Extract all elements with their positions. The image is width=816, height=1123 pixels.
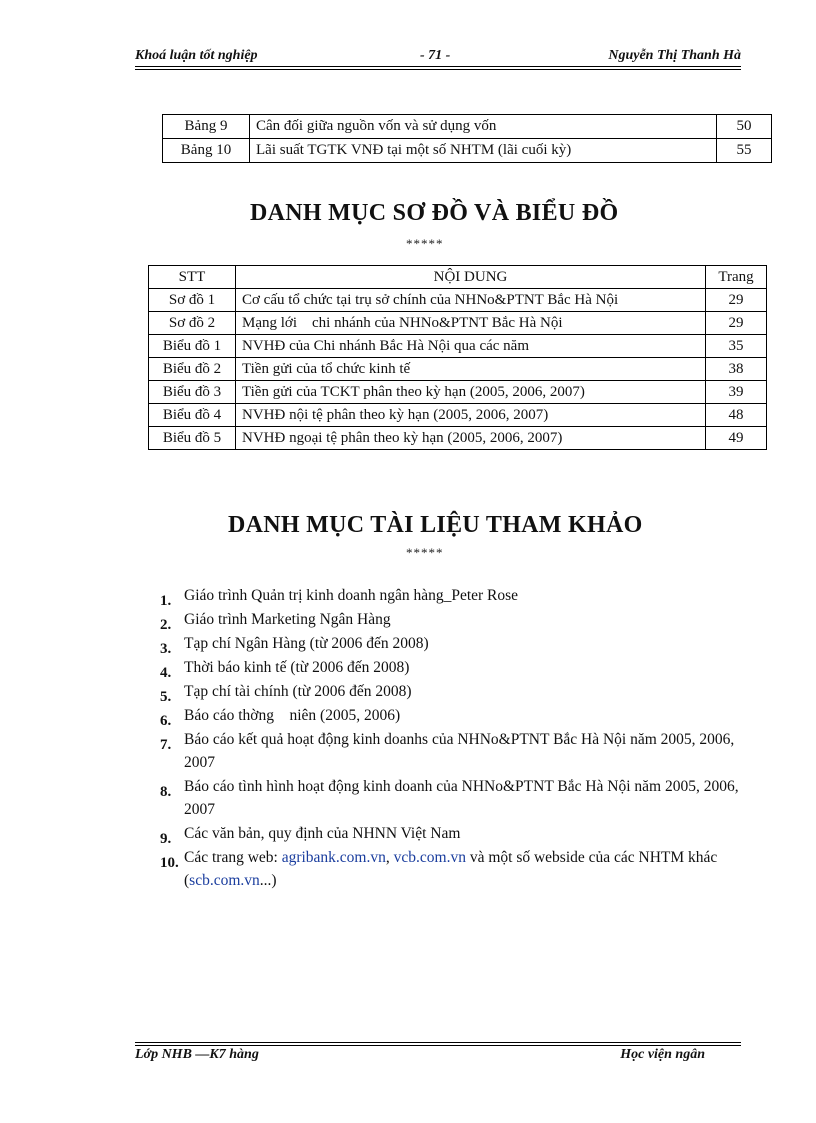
diagrams-header-row xyxy=(149,266,767,289)
row-page: 38 xyxy=(706,358,767,381)
row-content: Cơ cấu tổ chức tại trụ sở chính của NHNo&PTNT Bắc Hà Nội xyxy=(236,289,706,312)
header-page-number: - 71 - xyxy=(420,48,451,63)
ref-text: Giáo trình Marketing Ngân Hàng xyxy=(184,611,391,628)
ref-text: Báo cáo kết quả hoạt động kinh doanhs của NHNo&PTNT Bắc Hà Nội năm 2005, 2006, 2007 xyxy=(184,731,735,771)
page-header xyxy=(135,46,741,66)
ref-number: 1. xyxy=(160,593,172,609)
ref-text-post: ...) xyxy=(259,871,277,889)
ref-text: Thời báo kinh tế (từ 2006 đến 2008) xyxy=(184,659,410,676)
ref-number: 10. xyxy=(160,855,179,871)
row-content: Tiền gửi của tổ chức kinh tế xyxy=(236,358,706,381)
row-content: NVHĐ nội tệ phân theo kỳ hạn (2005, 2006, 2007) xyxy=(236,404,706,427)
col-header-content: NỘI DUNG xyxy=(236,266,706,289)
scb-link[interactable]: scb.com.vn xyxy=(189,871,260,889)
list-item xyxy=(160,657,760,680)
ref-number: 9. xyxy=(160,831,172,847)
row-stt: Biểu đồ 4 xyxy=(149,404,236,427)
list-item xyxy=(160,609,760,632)
references-section-title: DANH MỤC TÀI LIỆU THAM KHẢO xyxy=(228,512,643,538)
row-content: Tiền gửi của TCKT phân theo kỳ hạn (2005, 2006, 2007) xyxy=(236,381,706,404)
table-row xyxy=(149,335,767,358)
ref-text: Báo cáo thờng niên (2005, 2006) xyxy=(184,707,401,724)
table-row xyxy=(149,427,767,450)
row-page: 29 xyxy=(706,289,767,312)
header-rule xyxy=(135,66,741,67)
diagrams-section-stars: ***** xyxy=(406,236,444,251)
ref-text: Các văn bản, quy định của NHNN Việt Nam xyxy=(184,825,461,842)
ref-number: 8. xyxy=(160,784,172,800)
ref-number: 6. xyxy=(160,713,172,729)
row-content: Mạng lới chi nhánh của NHNo&PTNT Bắc Hà Nội xyxy=(236,312,706,335)
footer-institution: Học viện ngân xyxy=(620,1047,705,1062)
table-title: Lãi suất TGTK VNĐ tại một số NHTM (lãi cuối kỳ) xyxy=(250,139,717,163)
row-page: 39 xyxy=(706,381,767,404)
ref-number: 7. xyxy=(160,737,172,753)
ref-number: 2. xyxy=(160,617,172,633)
table-page: 50 xyxy=(717,115,772,139)
row-stt: Sơ đồ 2 xyxy=(149,312,236,335)
ref-text-sep: , xyxy=(385,849,394,866)
footer-class: Lớp NHB —K7 hàng xyxy=(135,1047,259,1062)
header-rule-thin xyxy=(135,69,741,70)
list-item xyxy=(160,729,760,774)
row-content: NVHĐ của Chi nhánh Bắc Hà Nội qua các năm xyxy=(236,335,706,358)
ref-text: Giáo trình Quản trị kinh doanh ngân hàng_Peter Rose xyxy=(184,587,519,604)
header-author: Nguyễn Thị Thanh Hà xyxy=(608,48,741,63)
footer-rule-thin xyxy=(135,1045,741,1046)
diagrams-table xyxy=(148,265,767,450)
table-row xyxy=(149,358,767,381)
agribank-link[interactable]: agribank.com.vn xyxy=(281,849,386,866)
row-stt: Biểu đồ 1 xyxy=(149,335,236,358)
table-row xyxy=(149,404,767,427)
footer-rule xyxy=(135,1042,741,1043)
list-item xyxy=(160,823,760,846)
list-item xyxy=(160,847,760,892)
row-page: 29 xyxy=(706,312,767,335)
diagrams-section-title: DANH MỤC SƠ ĐỒ VÀ BIỂU ĐỒ xyxy=(250,200,619,226)
ref-text-mid: và một số webside của các NHTM khác ( xyxy=(184,849,718,889)
header-thesis-label: Khoá luận tốt nghiệp xyxy=(135,48,258,63)
ref-text: Tạp chí Ngân Hàng (từ 2006 đến 2008) xyxy=(184,635,429,652)
row-page: 35 xyxy=(706,335,767,358)
ref-text: Tạp chí tài chính (từ 2006 đến 2008) xyxy=(184,683,412,700)
ref-text-pre: Các trang web: xyxy=(184,849,282,866)
list-item xyxy=(160,633,760,656)
row-content: NVHĐ ngoại tệ phân theo kỳ hạn (2005, 2006, 2007) xyxy=(236,427,706,450)
table-page: 55 xyxy=(717,139,772,163)
list-item xyxy=(160,681,760,704)
table-title: Cân đối giữa nguồn vốn và sử dụng vốn xyxy=(250,115,717,139)
list-item xyxy=(160,585,760,608)
ref-number: 5. xyxy=(160,689,172,705)
tables-list xyxy=(162,114,772,163)
col-header-stt: STT xyxy=(149,266,236,289)
table-row xyxy=(163,139,772,163)
row-stt: Biểu đồ 3 xyxy=(149,381,236,404)
row-page: 49 xyxy=(706,427,767,450)
references-section-stars: ***** xyxy=(406,545,444,560)
table-row xyxy=(149,312,767,335)
references-list xyxy=(160,585,760,894)
table-row xyxy=(163,115,772,139)
ref-number: 4. xyxy=(160,665,172,681)
ref-number: 3. xyxy=(160,641,172,657)
list-item xyxy=(160,705,760,728)
row-stt: Biểu đồ 2 xyxy=(149,358,236,381)
row-stt: Sơ đồ 1 xyxy=(149,289,236,312)
col-header-page: Trang xyxy=(706,266,767,289)
row-stt: Biểu đồ 5 xyxy=(149,427,236,450)
row-page: 48 xyxy=(706,404,767,427)
vcb-link[interactable]: vcb.com.vn xyxy=(393,849,466,866)
table-label: Bảng 10 xyxy=(163,139,250,163)
table-row xyxy=(149,381,767,404)
list-item xyxy=(160,776,760,821)
table-label: Bảng 9 xyxy=(163,115,250,139)
table-row xyxy=(149,289,767,312)
ref-text: Báo cáo tình hình hoạt động kinh doanh của NHNo&PTNT Bắc Hà Nội năm 2005, 2006, 2007 xyxy=(184,778,739,818)
